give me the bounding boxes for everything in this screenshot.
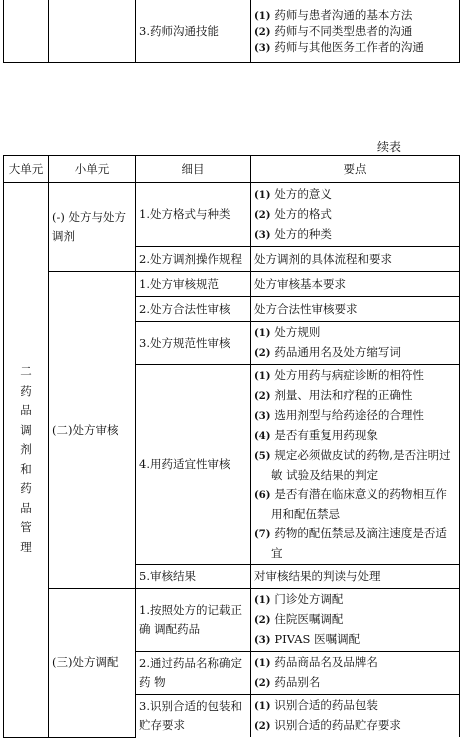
detail-cell: 5.审核结果 <box>136 565 251 589</box>
detail-cell: 2.通过药品名称确定药 物 <box>136 652 251 695</box>
detail-cell: 3.处方规范性审核 <box>136 322 251 365</box>
subunit-name: (-) 处方与处方调剂 <box>49 183 136 272</box>
table-row <box>4 0 460 62</box>
points-cell: 处方调剂的具体流程和要求 <box>251 247 460 272</box>
continued-label: 续表 <box>376 140 401 154</box>
table-row <box>4 589 460 652</box>
header-detail: 细目 <box>136 156 251 183</box>
table-row <box>4 272 460 297</box>
points-cell: (1) 门诊处方调配 (2) 住院医嘱调配 (3) PIVAS 医嘱调配 <box>251 589 460 652</box>
subunit-cell <box>49 0 136 62</box>
table-row <box>4 183 460 247</box>
detail-cell: 1.处方格式与种类 <box>136 183 251 247</box>
header-points: 要点 <box>251 156 460 183</box>
points-cell: 处方审核基本要求 <box>251 272 460 297</box>
detail-cell: 1.按照处方的记载正确 调配药品 <box>136 589 251 652</box>
header-row <box>4 156 460 183</box>
detail-cell: 2.处方合法性审核 <box>136 297 251 322</box>
points-cell: (1) 处方用药与病症诊断的相符性 (2) 剂量、用法和疗程的正确性 (3) 选用剂型与给药途径的合理性 (4) 是否有重复用药现象 (5) 规定必须做皮试的药物,是否注明过敏 试验及结果的判定 (6) 是否有潜在临床意义的药物相互作用和配伍禁忌 (7) 药物的配伍禁忌及滴注速度是否适宜 <box>251 365 460 565</box>
points-cell: (1) 识别合适的药品包装 (2) 识别合适的药品贮存要求 <box>251 695 460 738</box>
subunit-name: (二)处方审核 <box>49 272 136 589</box>
unit-name: 二 药 品 调 剂 和 药 品 管 理 <box>4 183 49 738</box>
points-cell: 对审核结果的判读与处理 <box>251 565 460 589</box>
detail-cell: 3.识别合适的包装和贮存要求 <box>136 695 251 738</box>
detail-cell: 1.处方审核规范 <box>136 272 251 297</box>
points-cell: (1) 药品商品名及品牌名 (2) 药品别名 <box>251 652 460 695</box>
subunit-name: (三)处方调配 <box>49 589 136 738</box>
header-unit: 大单元 <box>4 156 49 183</box>
points-cell: 处方合法性审核要求 <box>251 297 460 322</box>
points-cell: (1) 处方的意义 (2) 处方的格式 (3) 处方的种类 <box>251 183 460 247</box>
unit-cell <box>4 0 49 62</box>
header-subunit: 小单元 <box>49 156 136 183</box>
points-cell: (1) 处方规则 (2) 药品通用名及处方缩写词 <box>251 322 460 365</box>
detail-cell: 2.处方调剂操作规程 <box>136 247 251 272</box>
points-cell: (1) 药师与患者沟通的基本方法 (2) 药师与不同类型患者的沟通 (3) 药师与其他医务工作者的沟通 <box>251 0 460 62</box>
detail-cell: 3.药师沟通技能 <box>136 0 251 62</box>
detail-cell: 4.用药适宜性审核 <box>136 365 251 565</box>
previous-table-fragment <box>3 0 460 63</box>
syllabus-table <box>3 155 460 738</box>
